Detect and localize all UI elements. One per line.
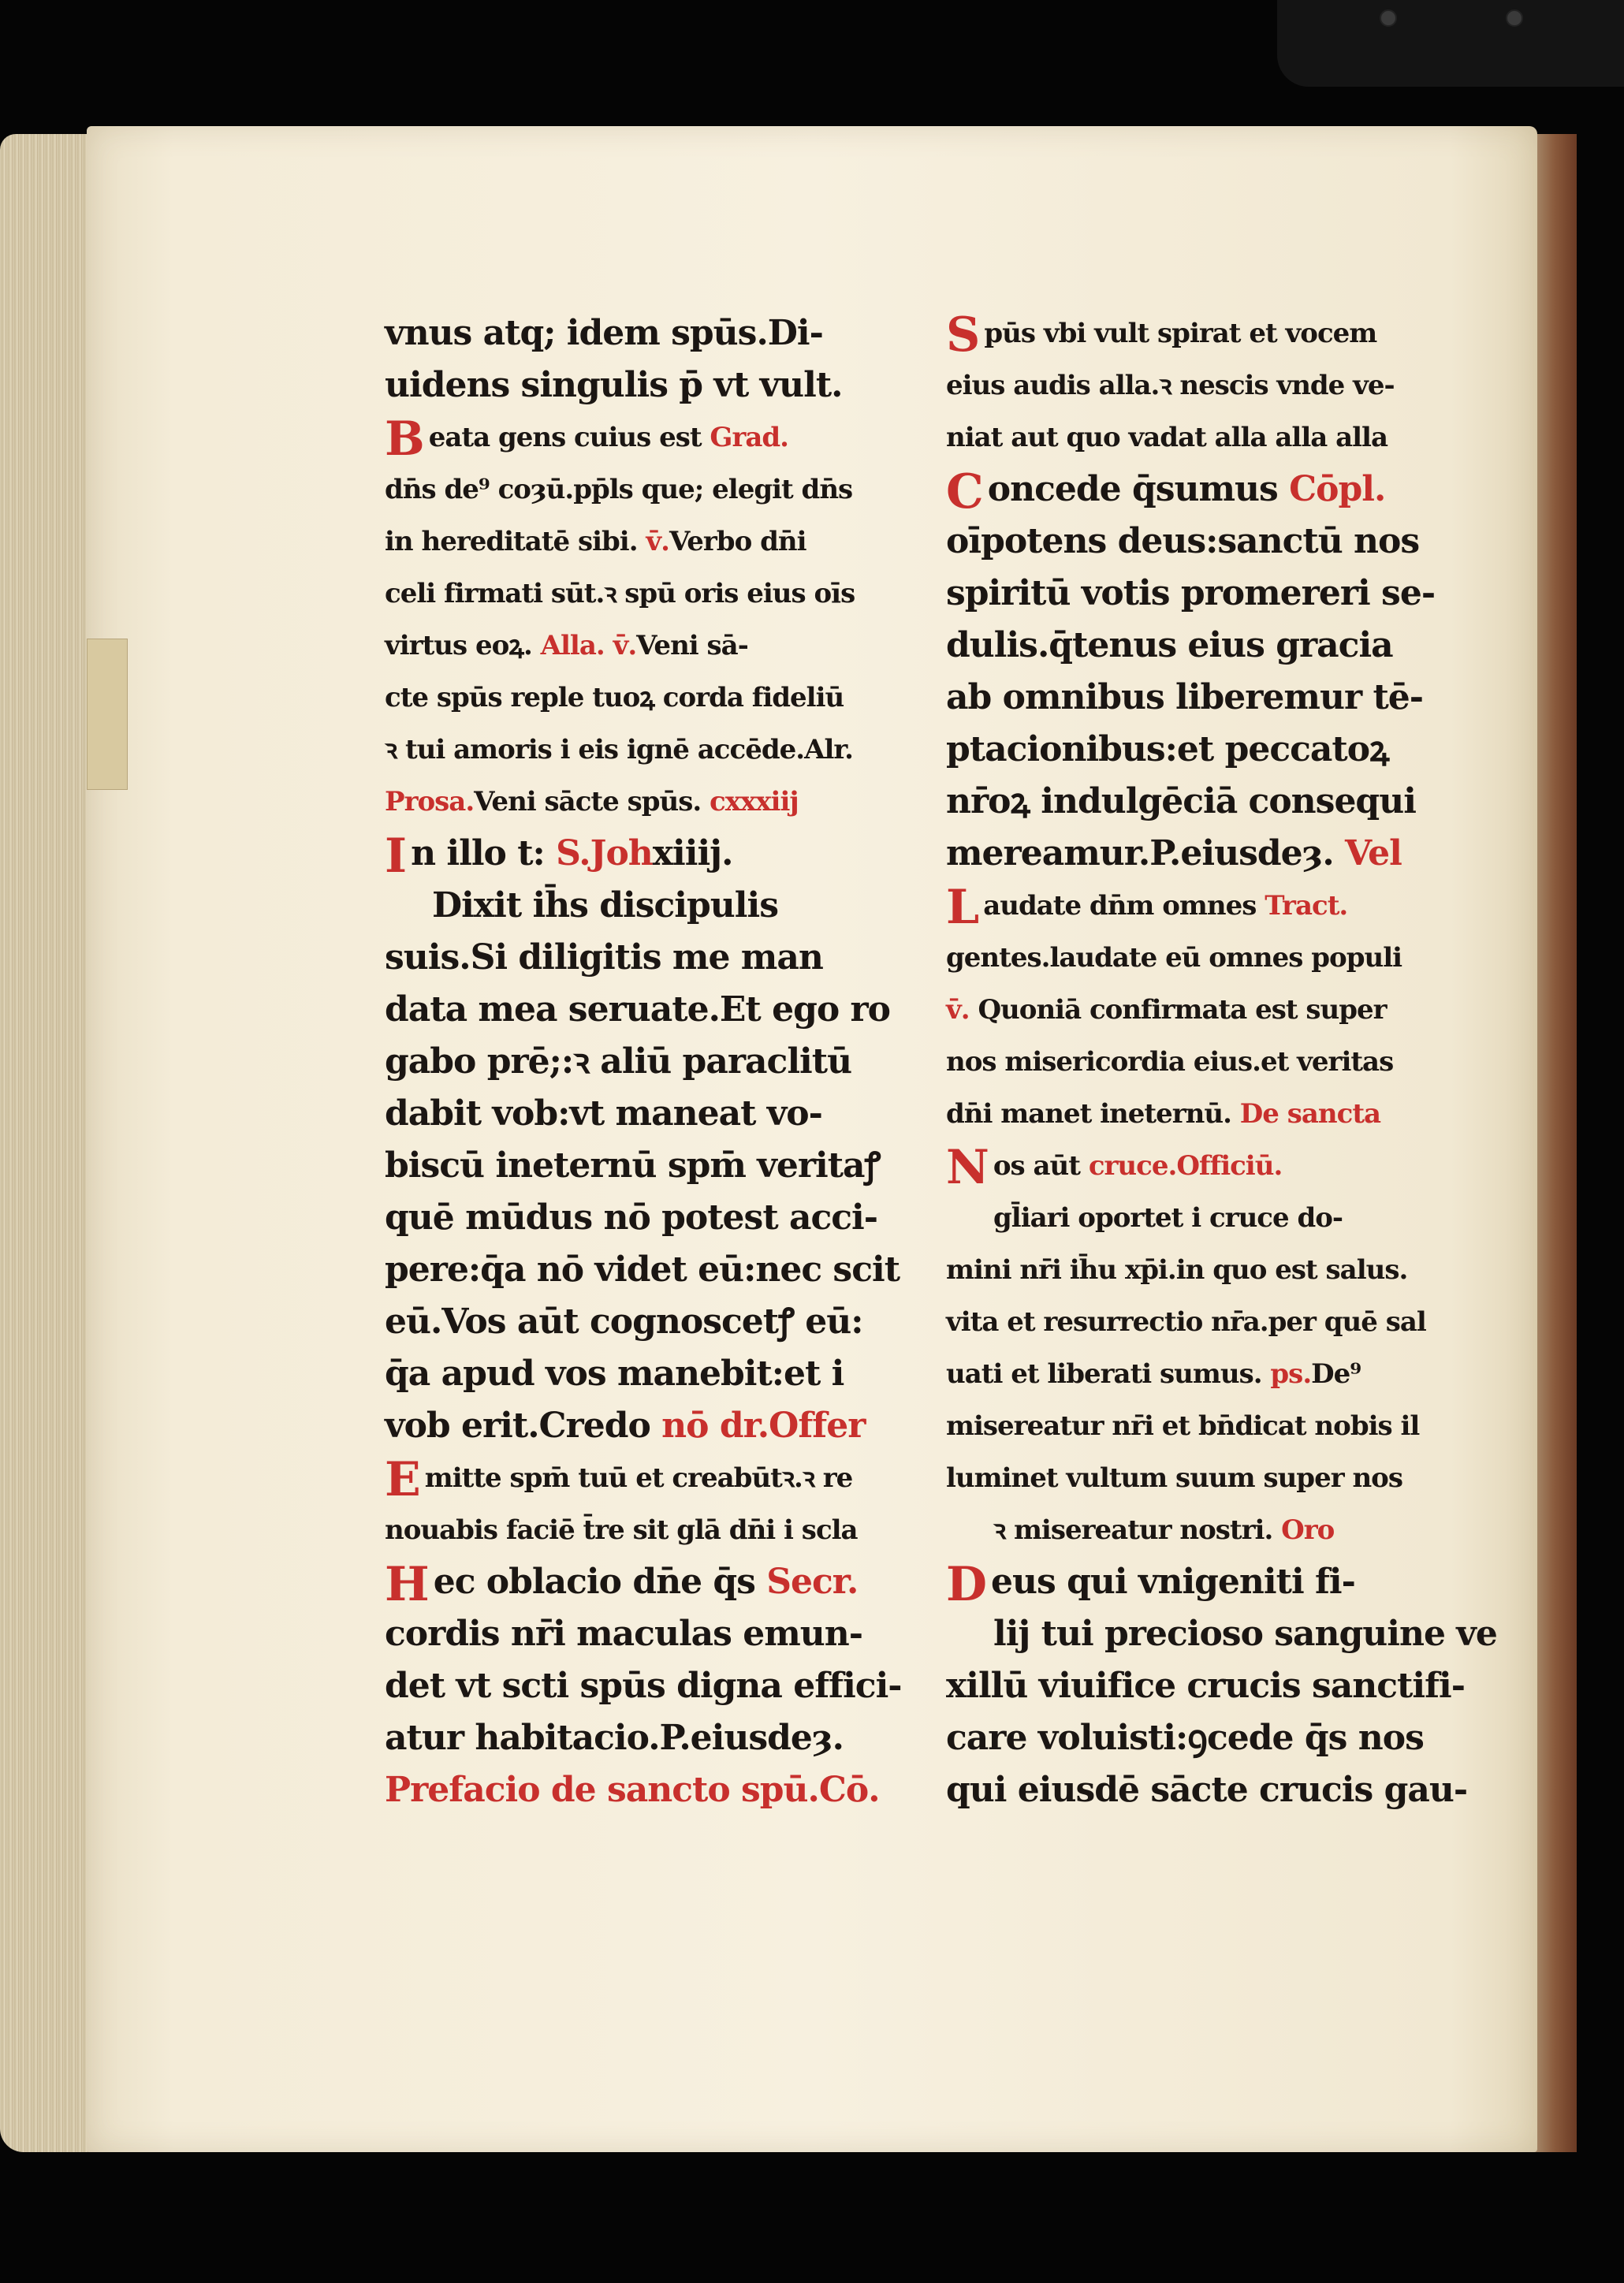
line-text: dulis.q̄tenus eius gracia [946,625,1393,665]
line-text: cordis nr̄i maculas emun- [385,1614,863,1654]
text-line [946,568,1436,620]
line-text: care voluisti:ꝯcede q̄s nos [946,1718,1424,1758]
line-text: Veni sā- [636,630,748,661]
line-text: q̄a apud vos manebit:et i [385,1354,844,1394]
line-text: data mea seruate.Et ego ro [385,989,891,1030]
rubric-text: ps. [1270,1358,1312,1390]
line-text: n illo t: [411,833,545,873]
line-text: cte spūs reple tuoꝝ corda fideliū [385,682,844,713]
line-text: virtus eoꝝ. [385,630,532,661]
line-text: dn̄s de⁹ coȝū.pp̄ls que; elegit dn̄s [385,474,853,505]
text-line [385,828,873,884]
line-text: gabo prē;:ꝛ aliū paraclitū [385,1041,852,1082]
text-line [946,1088,1427,1140]
text-line [946,1712,1427,1764]
rubricated-initial: S [946,307,980,363]
line-text: audate dn̄m omnes [983,890,1257,922]
text-line [946,307,1427,363]
text-line [946,1192,1427,1244]
rubric-text: Tract. [1265,890,1348,922]
text-line [946,776,1427,828]
line-text: nr̄oꝝ indulgēciā consequi [946,781,1416,821]
text-line [946,359,1427,412]
line-text: celi firmati sūt.ꝛ spū oris eius oīs [385,578,855,609]
rubric-text: Oro [1281,1514,1335,1546]
line-text: biscū ineternū spm̄ veritaꝭ [385,1145,881,1186]
rubric-text: v̄. [646,526,669,557]
line-text: ꝛ misereatur nostri. [993,1514,1273,1546]
line-text: nos misericordia eius.et veritas [946,1046,1394,1078]
rubric-text: Grad. [710,422,789,453]
line-text: niat aut quo vadat alla alla alla [946,422,1387,453]
line-text: De⁹ [1311,1358,1361,1390]
line-text: dabit vob:vt maneat vo- [385,1093,822,1134]
text-line [946,880,1427,935]
text-line [946,1244,1427,1296]
rubricated-initial: C [946,464,983,520]
line-text: ptacionibus:et peccatoꝝ [946,729,1389,769]
text-line [946,1140,1427,1195]
screw-icon [1506,9,1523,27]
line-text: uati et liberati sumus. [946,1358,1262,1390]
line-text: mitte spm̄ tuū et creabūtꝛ.ꝛ re [424,1462,853,1494]
line-text: xillū viuifice crucis sanctifi- [946,1666,1465,1706]
rubricated-initial: I [385,828,407,884]
text-line [385,1348,873,1400]
text-line [385,1608,873,1660]
text-line [946,724,1427,776]
text-line [385,1296,873,1348]
rubricated-initial: N [946,1140,989,1195]
text-line [385,568,873,620]
text-line [385,1660,902,1712]
text-line [946,1660,1465,1712]
line-text: suis.Si diligitis me man [385,937,823,978]
line-text: luminet vultum suum super nos [946,1462,1402,1494]
text-line [385,1140,881,1192]
line-text: ab omnibus liberemur tē- [946,677,1424,717]
text-line [946,1504,1427,1556]
text-line [385,1088,873,1140]
line-text: oncede q̄sumus [987,469,1278,509]
text-line [946,620,1427,672]
rubric-text: v̄. [613,630,637,661]
text-line [385,672,873,724]
text-column-right [946,307,1497,1816]
line-text: Verbo dn̄i [669,526,806,557]
line-text: vita et resurrectio nr̄a.per quē sal [946,1306,1426,1338]
line-text: lij tui precioso sanguine ve [993,1614,1497,1654]
text-line [385,984,891,1036]
line-text: eū.Vos aūt cognoscetꝭ eū: [385,1302,863,1342]
text-column-left [385,307,902,1816]
line-text: gentes.laudate eū omnes populi [946,942,1402,974]
rubricated-initial: L [946,880,979,935]
rubric-text: De sancta [1239,1098,1381,1130]
text-line [946,984,1427,1036]
line-text: mereamur.P.eiusdeȝ. [946,833,1334,873]
text-line [946,1348,1427,1400]
line-text: pere:q̄a nō videt eū:nec scit [385,1250,900,1290]
text-line [385,307,873,359]
text-line [385,1192,878,1244]
rubric-text: Secr. [766,1562,859,1602]
rubric-text: cxxxiij [710,786,799,817]
text-line [385,620,873,672]
rubric-text: Vel [1344,833,1402,873]
text-line [385,1452,873,1507]
line-text: atur habitacio.P.eiusdeȝ. [385,1718,844,1758]
rubric-text: Cōpl. [1289,469,1386,509]
line-text: vob erit.Credo [385,1406,650,1446]
line-text: pūs vbi vult spirat et vocem [984,318,1377,349]
scanner-stand [1277,0,1624,87]
text-line [385,1036,873,1088]
rubricated-initial: H [385,1556,429,1612]
line-text: misereatur nr̄i et bn̄dicat nobis il [946,1410,1420,1442]
text-line [946,932,1427,984]
text-line [385,1504,873,1556]
line-text: oīpotens deus:sanctū nos [946,521,1420,561]
line-text: ꝛ tui amoris i eis ignē accēde.Alr. [385,734,854,765]
line-text: os aūt [993,1150,1080,1182]
rubric-text: nō dr.Offer [661,1406,866,1446]
text-line [946,672,1427,724]
text-line [946,1296,1427,1348]
screw-icon [1380,9,1397,27]
rubric-text: v̄. [946,994,970,1026]
line-text: mini nr̄i ih̄u xp̄i.in quo est salus. [946,1254,1408,1286]
text-line [385,1556,873,1612]
line-text: eius audis alla.ꝛ nescis vnde ve- [946,370,1395,401]
line-text: vnus atq; idem spūs.Di- [385,313,823,353]
line-text: Veni sācte spūs. [474,786,702,817]
rubric-text: cruce.Officiū. [1088,1150,1283,1182]
text-line [946,516,1427,568]
line-text: gl̄iari oportet i cruce do- [993,1202,1343,1234]
text-line [385,1764,880,1816]
line-text: qui eiusdē sācte crucis gau- [946,1770,1468,1810]
text-line [946,1608,1497,1660]
text-line [946,1556,1427,1612]
text-line [385,776,873,828]
line-text: ec oblacio dn̄e q̄s [433,1562,755,1602]
line-text: dn̄i manet ineternū. [946,1098,1231,1130]
line-text: in hereditatē sibi. [385,526,638,557]
text-line [385,359,873,412]
rubricated-initial: E [385,1452,420,1507]
text-line [946,1764,1468,1816]
text-line [946,1400,1427,1452]
line-text: eus qui vnigeniti fi- [991,1562,1355,1602]
text-line [946,412,1427,464]
text-line [385,724,873,776]
text-line [385,880,873,932]
line-text: nouabis faciē t̄re sit glā dn̄i i scla [385,1514,858,1546]
text-line [385,1400,873,1452]
line-text: det vt scti spūs digna effici- [385,1666,902,1706]
line-text: quē mūdus nō potest acci- [385,1197,878,1238]
line-text: Quoniā confirmata est super [978,994,1387,1026]
text-line [946,1452,1427,1504]
text-line [946,1036,1427,1088]
text-line [385,1712,873,1764]
rubric-text: S.Joh [556,833,653,873]
text-line [385,932,873,984]
text-line [385,464,873,516]
text-line [385,1244,900,1296]
rubricated-initial: B [385,412,424,467]
rubric-text: Alla. [540,630,605,661]
line-text: spiritū votis promereri se- [946,573,1436,613]
rubric-text: Prosa. [385,786,475,817]
line-text: xiiij. [652,833,733,873]
text-line [385,516,873,568]
text-line [385,412,873,467]
rubricated-initial: D [946,1556,987,1612]
text-line [946,464,1427,520]
text-line [946,828,1427,880]
line-text: uidens singulis p̄ vt vult. [385,365,843,405]
line-text: eata gens cuius est [428,422,702,453]
rubric-text: Prefacio de sancto spū.Cō. [385,1770,880,1810]
line-text: Dixit ih̄s discipulis [432,885,778,925]
page-tab-marker [87,639,128,790]
